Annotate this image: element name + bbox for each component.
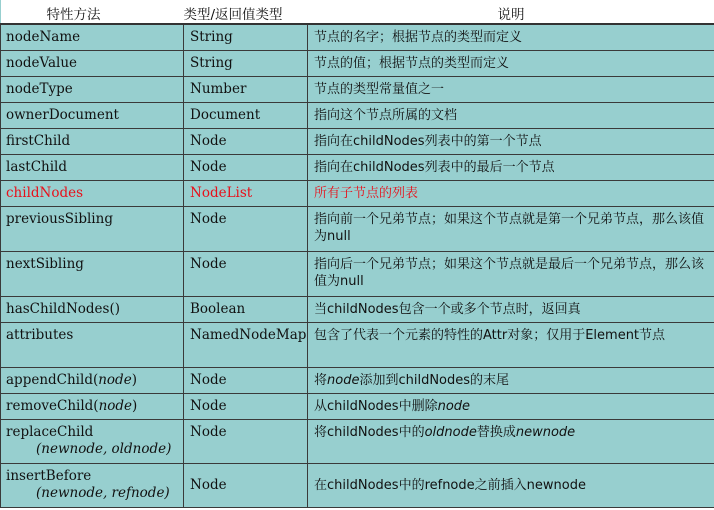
property-name: attributes	[1, 322, 184, 367]
property-type: Document	[184, 102, 308, 128]
table-row	[1, 24, 714, 50]
property-description	[308, 367, 714, 393]
property-name: nodeType	[1, 76, 184, 102]
description-prefix: 将	[314, 372, 328, 388]
property-type: NodeList	[184, 180, 308, 206]
property-name: previousSibling	[1, 206, 184, 251]
method-name	[1, 419, 184, 463]
property-name: hasChildNodes()	[1, 296, 184, 322]
table-header-row	[1, 0, 714, 24]
property-name: nodeValue	[1, 50, 184, 76]
description-param: node	[437, 398, 471, 414]
description-prefix: 从childNodes中删除	[314, 398, 438, 414]
method-name-suffix: )	[131, 371, 137, 388]
property-name: childNodes	[1, 180, 184, 206]
table-row	[1, 419, 714, 463]
property-type: Boolean	[184, 296, 308, 322]
property-description: 节点的值；根据节点的类型而定义	[308, 50, 714, 76]
method-params: (newnode, refnode)	[36, 484, 170, 501]
property-type: Node	[184, 206, 308, 251]
table-row	[1, 206, 714, 251]
property-description: 指向在childNodes列表中的第一个节点	[308, 128, 714, 154]
property-name: lastChild	[1, 154, 184, 180]
header-property: 特性方法	[1, 0, 184, 24]
property-description: 指向这个节点所属的文档	[308, 102, 714, 128]
description-param-2: newnode	[515, 424, 576, 440]
property-name: nodeName	[1, 24, 184, 50]
method-name-text: insertBefore	[6, 467, 92, 484]
property-description	[308, 393, 714, 419]
table-row	[1, 76, 714, 102]
table-row	[1, 154, 714, 180]
table-row	[1, 367, 714, 393]
property-description: 节点的名字；根据节点的类型而定义	[308, 24, 714, 50]
property-description: 在childNodes中的refnode之前插入newnode	[308, 463, 714, 507]
table-row	[1, 296, 714, 322]
property-type: Node	[184, 463, 308, 507]
table-row	[1, 463, 714, 507]
property-description: 当childNodes包含一个或多个节点时，返回真	[308, 296, 714, 322]
property-description: 指向后一个兄弟节点；如果这个节点就是最后一个兄弟节点，那么该值为null	[308, 251, 714, 296]
method-param: node	[98, 371, 132, 388]
property-type: String	[184, 24, 308, 50]
header-type: 类型/返回值类型	[184, 0, 308, 24]
property-type: String	[184, 50, 308, 76]
property-type: Node	[184, 367, 308, 393]
method-name-prefix: removeChild(	[6, 397, 99, 414]
method-name	[1, 393, 184, 419]
property-name: nextSibling	[1, 251, 184, 296]
property-name: firstChild	[1, 128, 184, 154]
table-row	[1, 128, 714, 154]
property-description: 指向在childNodes列表中的最后一个节点	[308, 154, 714, 180]
table-row	[1, 102, 714, 128]
description-prefix: 将childNodes中的	[314, 424, 425, 440]
property-description: 所有子节点的列表	[308, 180, 714, 206]
table-row	[1, 393, 714, 419]
property-type: Node	[184, 419, 308, 463]
method-name-suffix: )	[132, 397, 138, 414]
method-name-prefix: appendChild(	[6, 371, 99, 388]
table-row	[1, 50, 714, 76]
method-name	[1, 463, 184, 507]
method-params: (newnode, oldnode)	[36, 440, 172, 457]
property-description: 包含了代表一个元素的特性的Attr对象；仅用于Element节点	[308, 322, 714, 367]
property-description	[308, 419, 714, 463]
table-row	[1, 251, 714, 296]
property-name: ownerDocument	[1, 102, 184, 128]
property-type: Node	[184, 154, 308, 180]
table-row-highlighted	[1, 180, 714, 206]
method-name	[1, 367, 184, 393]
property-description: 节点的类型常量值之一	[308, 76, 714, 102]
description-param: node	[327, 372, 360, 388]
method-name-text: replaceChild	[6, 423, 94, 440]
description-middle: 替换成	[476, 424, 516, 440]
property-type: Node	[184, 128, 308, 154]
description-param: oldnode	[424, 424, 477, 440]
method-param: node	[98, 397, 133, 414]
description-suffix: 添加到childNodes的末尾	[359, 372, 510, 388]
property-type: Node	[184, 393, 308, 419]
table-row	[1, 322, 714, 367]
property-type: Node	[184, 251, 308, 296]
property-type: NamedNodeMap	[184, 322, 308, 367]
property-description: 指向前一个兄弟节点；如果这个节点就是第一个兄弟节点，那么该值为null	[308, 206, 714, 251]
property-type: Number	[184, 76, 308, 102]
header-description: 说明	[308, 0, 714, 24]
